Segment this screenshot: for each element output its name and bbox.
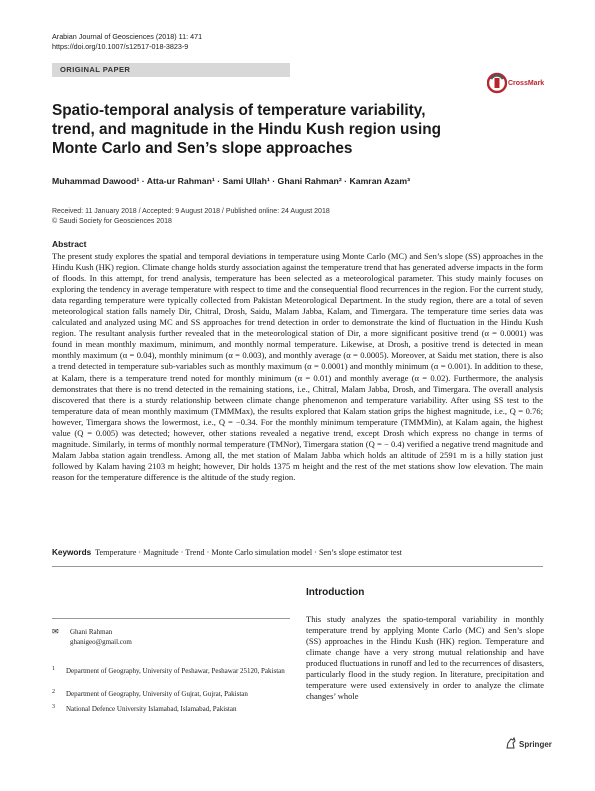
- crossmark-icon: [487, 72, 507, 94]
- corresponding-email[interactable]: ghanigeo@gmail.com: [70, 637, 132, 646]
- publication-dates: [52, 207, 330, 226]
- keywords-list: Temperature · Magnitude · Trend · Monte Carlo simulation model · Sen’s slope estimator test: [95, 548, 402, 557]
- affiliation-number: 1: [52, 666, 55, 672]
- publisher-logo: [505, 737, 552, 749]
- affiliation-1: [52, 667, 297, 677]
- affiliation-text: Department of Geography, University of Gujrat, Gujrat, Pakistan: [66, 690, 248, 698]
- affiliation-number: 3: [52, 704, 55, 710]
- affiliation-number: 2: [52, 689, 55, 695]
- keywords-label: Keywords: [52, 548, 92, 557]
- crossmark-badge[interactable]: [485, 70, 545, 100]
- introduction-body: This study analyzes the spatio-temporal variability in monthly temperature trend by applying Monte Carlo (MC) and Sen’s slope (SS) approaches in the Hindu Kush (HK) region. Temperature and climate change have a very strong mutual relationship and have produced fluctuations in runoff and led to the recurrences of disasters, particularly flood in the study region. In literature, precipitation and temperature were used extensively in order to analyze the climate changes’ whole: [306, 614, 544, 702]
- affiliation-3: [52, 705, 297, 715]
- publisher-name: Springer: [519, 740, 552, 749]
- affiliation-text: Department of Geography, University of Peshawar, Peshawar 25120, Pakistan: [66, 667, 285, 675]
- journal-citation: [52, 32, 202, 52]
- abstract-body: The present study explores the spatial and temporal deviations in temperature using Monte Carlo (MC) and Sen’s slope (SS) approaches in the Hindu Kush (HK) region. Climate change holds sturdy association against the temperature trend that has generated adverse impacts in the form of floods. In this attempt, for trend analysis, temperature has been selected as a meteorological parameter. This study mainly focuses on exploring the tendency in average temperature with respect to time and the consequential flood recurrences in the region. For the current study, data regarding temperature were typically collected from Pakistan Meteorological Department. In the study region, there are a total of seven meteorological station falls namely Dir, Chitral, Drosh, Saidu, Malam Jabba, Kalam, and Timergara. The temperature time series data was calculated and analyzed using MC and SS approaches for trend detection in order to demonstrate the kind of fluctuation in the Hindu Kush region. The resultant analysis further revealed that in the meteorological station of Dir, a more significant positive trend (α = 0.0001) was found in mean monthly maximum, minimum, and monthly normal temperature. Likewise, at Drosh, a positive trend is detected in mean monthly maximum (α = 0.04), monthly minimum (α = 0.003), and monthly average (α = 0.0005). Moreover, at Saidu met station, there is also a trend detected in temperature sub-variables such as monthly maximum (α = 0.0001) and monthly minimum (α = 0.001). In addition to these, at Kalam, there is a temperature trend noted for monthly minimum (α = 0.01) and monthly average (α = 0.02). Furthermore, the analysis demonstrates that there is no trend detected in the remaining stations, i.e., Chitral, Malam Jabba, Drosh, and Timergara. The overall analysis discovered that there is a sturdy relationship between climate change phenomenon and temperature variability. After using SS test to the temperature data of mean monthly maximum (TMMMax), the results explored that Kalam station grips the highest magnitude, i.e., Q = 0.76; however, Timergara shows the lowermost, i.e., Q = −0.34. For the monthly minimum temperature (TMMMin), at Kalam again, the highest value (Q = 0.005) was detected; however, other stations revealed a negative trend, except Drosh which express no change in terms of magnitude. Similarly, in terms of monthly normal temperature (TMNor), Timergara station (Q = − 0.4) verified a negative trend magnitude and Malam Jabba station again trendless. Among all, the met station of Malam Jabba which holds an altitude of 2591 m is a hilly station just followed by Kalam having 2103 m height; however, Dir holds 1375 m height and the rest of the met stations show low elevation. The main reason for the temperature difference is the altitude of the study region.: [52, 251, 543, 482]
- history-dates: Received: 11 January 2018 / Accepted: 9 August 2018 / Published online: 24 August 2018: [52, 208, 330, 215]
- section-label: ORIGINAL PAPER: [60, 65, 131, 74]
- keywords-line: [52, 548, 543, 557]
- abstract-heading: Abstract: [52, 239, 87, 249]
- paper-title: Spatio-temporal analysis of temperature variability, trend, and magnitude in the Hindu Kush region using Monte Carlo and Sen’s slope approaches: [52, 102, 442, 157]
- doi-link[interactable]: https://doi.org/10.1007/s12517-018-3823-9: [52, 42, 189, 51]
- author-list: Muhammad Dawood¹ · Atta-ur Rahman¹ · Sami Ullah¹ · Ghani Rahman² · Kamran Azam³: [52, 176, 410, 186]
- crossmark-label: CrossMark: [508, 80, 545, 87]
- copyright-notice: © Saudi Society for Geosciences 2018: [52, 217, 172, 225]
- journal-line: Arabian Journal of Geosciences (2018) 11: 471: [52, 32, 203, 41]
- affiliation-text: National Defence University Islamabad, Islamabad, Pakistan: [66, 705, 237, 713]
- divider: [52, 566, 543, 567]
- envelope-icon: ✉: [52, 627, 59, 636]
- springer-horse-icon: [505, 737, 517, 749]
- introduction-heading: Introduction: [306, 587, 365, 598]
- footnote-rule: [52, 618, 290, 619]
- affiliation-2: [52, 690, 297, 700]
- corresponding-author: Ghani Rahman: [70, 628, 113, 636]
